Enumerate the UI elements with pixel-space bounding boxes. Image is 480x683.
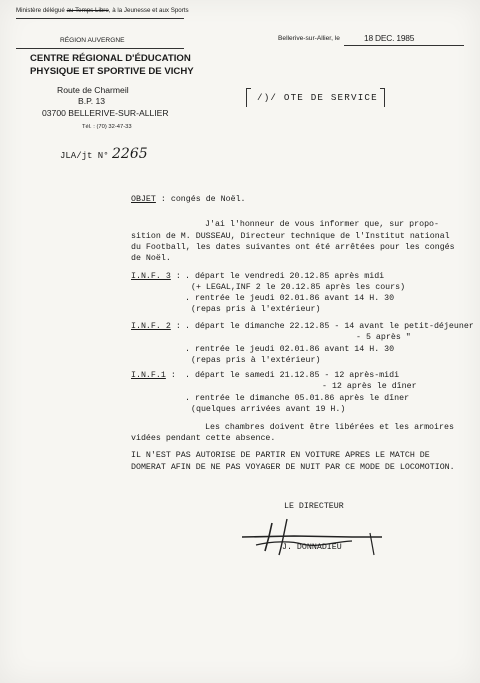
section-inf3-heading <box>131 272 181 281</box>
region-rule <box>16 48 184 49</box>
phone-number: Tél. : (70) 32-47-33 <box>82 124 132 130</box>
inf1-line-2: - 12 après le dîner <box>322 382 417 391</box>
section-colon: : <box>165 371 176 380</box>
intro-line-4: de Noël. <box>131 254 171 263</box>
warning-line-2: DOMERAT AFIN DE NE PAS VOYAGER DE NUIT PAR CE MODE DE LOCOMOTION. <box>131 463 455 472</box>
section-label: I.N.F.1 <box>131 371 166 380</box>
address-line1: Route de Charmeil <box>57 85 129 95</box>
signatory-title: LE DIRECTEUR <box>284 502 344 511</box>
org-name-line2: PHYSIQUE ET SPORTIVE DE VICHY <box>30 66 194 77</box>
ministry-struck-text: au Temps Libre <box>66 7 109 14</box>
letterhead-rule <box>16 18 184 19</box>
section-colon: : <box>170 272 181 281</box>
objet-text: : congés de Noël. <box>160 195 246 204</box>
note-title-box-end <box>380 88 385 107</box>
inf2-line-2: - 5 après " <box>356 333 411 342</box>
org-name-line1: CENTRE RÉGIONAL D'ÉDUCATION <box>30 53 191 64</box>
reference-label: JLA/jt N° <box>60 151 109 161</box>
intro-line-1: J'ai l'honneur de vous informer que, sur propo- <box>205 220 440 229</box>
intro-line-3: du Football, les dates suivantes ont été arrêtées pour les congés <box>131 243 455 252</box>
ministry-line <box>16 7 189 14</box>
section-colon: : <box>170 322 181 331</box>
place-date-label: Bellerive-sur-Allier, le <box>278 35 340 42</box>
inf3-line-2: (+ LEGAL,INF 2 le 20.12.85 après les cours) <box>191 283 406 292</box>
inf2-line-1: . départ le dimanche 22.12.85 - 14 avant le petit-déjeuner <box>185 322 474 331</box>
inf2-line-4: (repas pris à l'extérieur) <box>191 356 321 365</box>
inf1-line-3: . rentrée le dimanche 05.01.86 après le dîner <box>185 394 410 403</box>
closing-line-1: Les chambres doivent être libérées et les armoires <box>205 423 454 432</box>
section-inf2-heading <box>131 322 181 331</box>
objet-line <box>131 195 246 204</box>
inf3-line-3: . rentrée le jeudi 02.01.86 avant 14 H. 30 <box>185 294 395 303</box>
signatory-name: J. DONNADIEU <box>282 543 342 552</box>
inf3-line-4: (repas pris à l'extérieur) <box>191 305 321 314</box>
date-stamp: 18 DEC. 1985 <box>364 33 415 43</box>
objet-label: OBJET <box>131 195 156 204</box>
reference-number: 2265 <box>112 146 148 162</box>
inf3-line-1: . départ le vendredi 20.12.85 après midi <box>185 272 385 281</box>
warning-line-1: IL N'EST PAS AUTORISE DE PARTIR EN VOITURE APRES LE MATCH DE <box>131 451 430 460</box>
closing-line-2: vidées pendant cette absence. <box>131 434 276 443</box>
address-line2: B.P. 13 <box>78 96 106 106</box>
region-label: RÉGION AUVERGNE <box>60 37 125 44</box>
note-title: /)/ OTE DE SERVICE <box>257 92 378 103</box>
section-label: I.N.F. 2 <box>131 322 171 331</box>
note-title-box <box>246 88 251 107</box>
ministry-prefix: Ministère délégué <box>16 7 65 14</box>
section-label: I.N.F. 3 <box>131 272 171 281</box>
intro-line-2: sition de M. DUSSEAU, Directeur technique de l'Institut national <box>131 232 450 241</box>
inf1-line-4: (quelques arrivées avant 19 H.) <box>191 405 346 414</box>
inf1-line-1: . départ le samedi 21.12.85 - 12 après-midi <box>185 371 400 380</box>
address-line3: 03700 BELLERIVE-SUR-ALLIER <box>42 108 169 118</box>
handwritten-signature <box>232 515 392 565</box>
date-underline <box>344 45 464 46</box>
ministry-suffix: , à la Jeunesse et aux Sports <box>108 7 189 14</box>
section-inf1-heading <box>131 371 176 380</box>
inf2-line-3: . rentrée le jeudi 02.01.86 avant 14 H. 30 <box>185 345 395 354</box>
